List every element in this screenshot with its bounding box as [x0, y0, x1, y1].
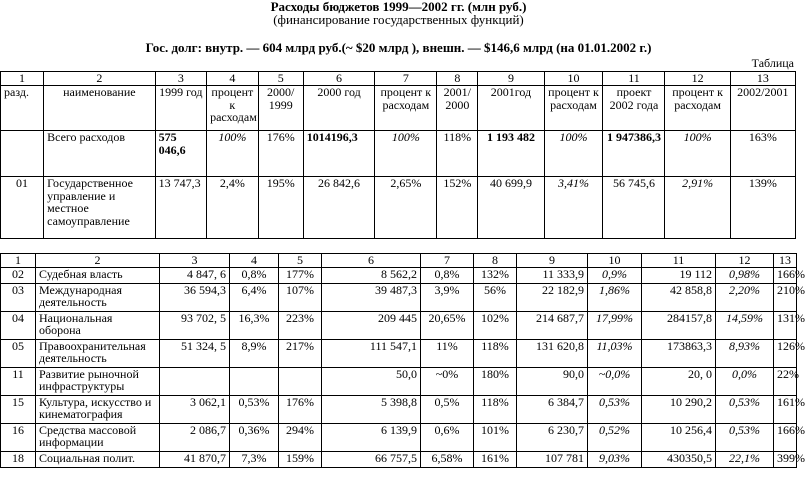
total-2000: 1014196,3: [303, 131, 375, 177]
row-name: Национальная оборона: [36, 312, 160, 340]
row-pct-2001: 0,53%: [588, 396, 642, 424]
total-pct-2002: 100%: [665, 131, 730, 177]
row-project-2002: 284157,8: [642, 312, 716, 340]
col-num-5: 5: [279, 254, 322, 268]
header-1999: 1999 год: [155, 86, 207, 131]
header-2001: 2001год: [478, 86, 544, 131]
col-num-13: 13: [730, 72, 795, 86]
row-pct-2001: 0,9%: [588, 268, 642, 284]
col-num-1: 1: [1, 254, 36, 268]
total-name: Всего расходов: [44, 131, 155, 177]
col-num-1: 1: [1, 72, 44, 86]
row-ratio-2000-1999: 159%: [279, 452, 322, 468]
row-1999: 41 870,7: [160, 452, 230, 468]
row-2001: 6 384,7: [517, 396, 588, 424]
row-code: 18: [1, 452, 36, 468]
row-01-pct-2000: 2,65%: [375, 177, 437, 239]
debt-line: Гос. долг: внутр. — 604 млрд руб.(~ $20 млрд ), внешн. — $146,6 млрд (на 01.01.2002 г.): [145, 40, 652, 55]
total-row: [1, 131, 796, 177]
row-pct-2000: 0,6%: [421, 424, 474, 452]
row-ratio-2002-2001: 126%: [774, 340, 797, 368]
table-row: [1, 424, 797, 452]
row-name: Социальная полит.: [36, 452, 160, 468]
col-num-10: 10: [588, 254, 642, 268]
row-2001: 22 182,9: [517, 284, 588, 312]
row-2001: 6 230,7: [517, 424, 588, 452]
header-pct-2000: процент к расходам: [375, 86, 437, 131]
row-pct-2002: 8,93%: [716, 340, 774, 368]
col-num-3: 3: [155, 72, 207, 86]
row-pct-2001: ~0,0%: [588, 368, 642, 396]
row-code: 11: [1, 368, 36, 396]
row-pct-2002: 0,53%: [716, 396, 774, 424]
row-pct-2002: 0,98%: [716, 268, 774, 284]
row-project-2002: 20, 0: [642, 368, 716, 396]
col-num-3: 3: [160, 254, 230, 268]
row-ratio-2001-2000: 102%: [474, 312, 517, 340]
col-num-10: 10: [544, 72, 603, 86]
col-num-4: 4: [230, 254, 279, 268]
row-ratio-2000-1999: [279, 368, 322, 396]
row-ratio-2000-1999: 107%: [279, 284, 322, 312]
header-project-2002: проект 2002 года: [603, 86, 665, 131]
row-01-pct-2001: 3,41%: [544, 177, 603, 239]
table-label: Таблица: [751, 56, 794, 70]
column-number-row: [1, 72, 796, 86]
row-code: 05: [1, 340, 36, 368]
col-num-7: 7: [375, 72, 437, 86]
row-pct-2001: 9,03%: [588, 452, 642, 468]
header-pct-2002: процент к расходам: [665, 86, 730, 131]
row-pct-1999: 16,3%: [230, 312, 279, 340]
row-pct-1999: 0,36%: [230, 424, 279, 452]
row-pct-2000: 11%: [421, 340, 474, 368]
row-pct-1999: 6,4%: [230, 284, 279, 312]
row-ratio-2000-1999: 294%: [279, 424, 322, 452]
row-code: 02: [1, 268, 36, 284]
row-1999: 2 086,7: [160, 424, 230, 452]
row-pct-2000: 20,65%: [421, 312, 474, 340]
row-01: [1, 177, 796, 239]
table-row: [1, 312, 797, 340]
row-01-2000: 26 842,6: [303, 177, 375, 239]
row-ratio-2002-2001: 166%: [774, 268, 797, 284]
row-2000: 50,0: [322, 368, 421, 396]
row-ratio-2002-2001: 161%: [774, 396, 797, 424]
row-1999: 93 702, 5: [160, 312, 230, 340]
row-1999: 3 062,1: [160, 396, 230, 424]
col-num-2: 2: [36, 254, 160, 268]
total-project-2002: 1 947386,3: [603, 131, 665, 177]
row-ratio-2000-1999: 177%: [279, 268, 322, 284]
row-project-2002: 10 290,2: [642, 396, 716, 424]
row-code: 15: [1, 396, 36, 424]
row-2001: 11 333,9: [517, 268, 588, 284]
row-2000: 39 487,3: [322, 284, 421, 312]
row-project-2002: 173863,3: [642, 340, 716, 368]
row-01-name: Государственное управление и местное самоуправление: [44, 177, 155, 239]
row-pct-2002: 0,53%: [716, 424, 774, 452]
row-pct-2000: 3,9%: [421, 284, 474, 312]
col-num-12: 12: [716, 254, 774, 268]
row-pct-1999: [230, 368, 279, 396]
row-ratio-2001-2000: 56%: [474, 284, 517, 312]
row-ratio-2000-1999: 223%: [279, 312, 322, 340]
row-name: Средства массовой информации: [36, 424, 160, 452]
row-name: Культура, искусство и кинематография: [36, 396, 160, 424]
total-pct-1999: 100%: [207, 131, 259, 177]
row-ratio-2002-2001: 131%: [774, 312, 797, 340]
row-01-pct-1999: 2,4%: [207, 177, 259, 239]
col-num-8: 8: [474, 254, 517, 268]
row-01-2001: 40 699,9: [478, 177, 544, 239]
table-row: [1, 396, 797, 424]
row-2001: 131 620,8: [517, 340, 588, 368]
row-pct-2002: 0,0%: [716, 368, 774, 396]
budget-table-bottom: [0, 253, 805, 468]
row-ratio-2001-2000: 118%: [474, 340, 517, 368]
row-pct-2000: ~0%: [421, 368, 474, 396]
row-pct-2001: 11,03%: [588, 340, 642, 368]
row-1999: [160, 368, 230, 396]
col-num-2: 2: [44, 72, 155, 86]
row-ratio-2002-2001: 399%: [774, 452, 797, 468]
row-ratio-2001-2000: 180%: [474, 368, 517, 396]
row-pct-1999: 7,3%: [230, 452, 279, 468]
header-pct-2001: процент к расходам: [544, 86, 603, 131]
row-01-ratio-2000-1999: 195%: [258, 177, 303, 239]
col-num-6: 6: [303, 72, 375, 86]
total-ratio-2000-1999: 176%: [258, 131, 303, 177]
row-ratio-2000-1999: 217%: [279, 340, 322, 368]
row-2001: 214 687,7: [517, 312, 588, 340]
row-2001: 107 781: [517, 452, 588, 468]
row-2000: 8 562,2: [322, 268, 421, 284]
col-num-9: 9: [517, 254, 588, 268]
row-name: Международная деятельность: [36, 284, 160, 312]
table-row: [1, 340, 797, 368]
total-ratio-2002-2001: 163%: [730, 131, 795, 177]
row-pct-1999: 0,53%: [230, 396, 279, 424]
column-number-row: [1, 254, 797, 268]
row-project-2002: 42 858,8: [642, 284, 716, 312]
table-row: [1, 284, 797, 312]
row-01-ratio-2001-2000: 152%: [437, 177, 478, 239]
total-pct-2000: 100%: [375, 131, 437, 177]
row-project-2002: 19 112: [642, 268, 716, 284]
col-num-4: 4: [207, 72, 259, 86]
row-pct-2002: 2,20%: [716, 284, 774, 312]
row-pct-1999: 8,9%: [230, 340, 279, 368]
page-title: Расходы бюджетов 1999—2002 гг. (млн руб.): [270, 0, 527, 14]
row-1999: 51 324, 5: [160, 340, 230, 368]
row-pct-2002: 22,1%: [716, 452, 774, 468]
row-1999: 4 847, 6: [160, 268, 230, 284]
row-pct-1999: 0,8%: [230, 268, 279, 284]
row-ratio-2001-2000: 161%: [474, 452, 517, 468]
row-name: Развитие рыночной инфраструктуры: [36, 368, 160, 396]
col-num-5: 5: [258, 72, 303, 86]
row-2001: 90,0: [517, 368, 588, 396]
row-ratio-2002-2001: 166%: [774, 424, 797, 452]
col-num-9: 9: [478, 72, 544, 86]
col-num-6: 6: [322, 254, 421, 268]
header-ratio-2001-2000: 2001/ 2000: [437, 86, 478, 131]
row-ratio-2000-1999: 176%: [279, 396, 322, 424]
header-razd: разд.: [1, 86, 44, 131]
total-2001: 1 193 482: [478, 131, 544, 177]
row-01-code: 01: [1, 177, 44, 239]
row-01-project-2002: 56 745,6: [603, 177, 665, 239]
total-code: [1, 131, 44, 177]
col-num-13: 13: [774, 254, 797, 268]
header-ratio-2000-1999: 2000/ 1999: [258, 86, 303, 131]
row-project-2002: 10 256,4: [642, 424, 716, 452]
row-pct-2000: 0,8%: [421, 268, 474, 284]
col-num-12: 12: [665, 72, 730, 86]
row-pct-2002: 14,59%: [716, 312, 774, 340]
header-ratio-2002-2001: 2002/2001: [730, 86, 795, 131]
row-ratio-2002-2001: 22%: [774, 368, 797, 396]
row-2000: 66 757,5: [322, 452, 421, 468]
total-1999: 575 046,6: [155, 131, 207, 177]
row-2000: 111 547,1: [322, 340, 421, 368]
row-pct-2000: 6,58%: [421, 452, 474, 468]
row-name: Правоохранительная деятельность: [36, 340, 160, 368]
row-ratio-2001-2000: 118%: [474, 396, 517, 424]
row-2000: 6 139,9: [322, 424, 421, 452]
row-code: 16: [1, 424, 36, 452]
total-pct-2001: 100%: [544, 131, 603, 177]
col-num-11: 11: [642, 254, 716, 268]
header-row: [1, 86, 796, 131]
row-ratio-2001-2000: 132%: [474, 268, 517, 284]
row-2000: 209 445: [322, 312, 421, 340]
row-pct-2001: 17,99%: [588, 312, 642, 340]
row-01-ratio-2002-2001: 139%: [730, 177, 795, 239]
row-project-2002: 430350,5: [642, 452, 716, 468]
row-01-1999: 13 747,3: [155, 177, 207, 239]
row-01-pct-2002: 2,91%: [665, 177, 730, 239]
table-row: [1, 268, 797, 284]
row-pct-2000: 0,5%: [421, 396, 474, 424]
row-pct-2001: 1,86%: [588, 284, 642, 312]
row-2000: 5 398,8: [322, 396, 421, 424]
row-code: 04: [1, 312, 36, 340]
page-subtitle: (финансирование государственных функций): [273, 12, 524, 27]
row-ratio-2002-2001: 210%: [774, 284, 797, 312]
total-ratio-2001-2000: 118%: [437, 131, 478, 177]
header-pct-1999: процент к расходам: [207, 86, 259, 131]
col-num-8: 8: [437, 72, 478, 86]
row-1999: 36 594,3: [160, 284, 230, 312]
table-row: [1, 452, 797, 468]
row-name: Судебная власть: [36, 268, 160, 284]
row-pct-2001: 0,52%: [588, 424, 642, 452]
header-name: наименование: [44, 86, 155, 131]
budget-table-top: [0, 71, 796, 239]
header-2000: 2000 год: [303, 86, 375, 131]
row-code: 03: [1, 284, 36, 312]
row-ratio-2001-2000: 101%: [474, 424, 517, 452]
table-row: [1, 368, 797, 396]
col-num-7: 7: [421, 254, 474, 268]
col-num-11: 11: [603, 72, 665, 86]
